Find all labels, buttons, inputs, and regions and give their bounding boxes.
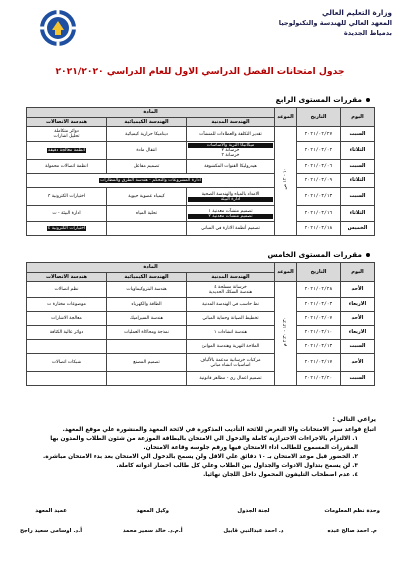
table-row [27,340,375,354]
course-label: الملاحة النهرية وهندسة الموانئ [201,344,260,349]
table-row [27,127,375,142]
col-header-civil: الهندسة المدنية [187,118,275,127]
date-cell: ٢٠٢١/٠٣/١٣ [297,188,341,206]
table-row [27,142,375,160]
civil-cell [187,160,275,174]
course-label: شبكات اتصالات [51,360,82,365]
date-cell: ٢٠٢١/٠٣/١٨ [297,222,341,236]
chemical-cell [107,188,187,206]
signature-role: لجنة الجدول [237,508,270,514]
list-item: ١. الالتزام بالاجراءات الاحترازية كاملة والدخول الي الامتحان بالبطاقة الموزعة من شئون الطلاب والمدون بها المقررات المسموح للطالب اداء الامتحان فيها ورقم جلوسه وقاعة الامتحان. [50,436,358,451]
institute-line: المعهد العالي للهندسة والتكنولوجيا [278,19,392,27]
signature-name: أ.د. اوسامى سعيد راجح [20,528,83,534]
time-cell [275,282,297,386]
day-cell: الخميس [341,222,375,236]
comm-cell [27,188,107,206]
signature-role: وكيل المعهد [136,508,170,514]
table-row [27,326,375,340]
course-label: معالجة الاشارات [51,316,82,321]
col-header-comm: هندسة الاتصالات [27,273,107,282]
chemical-cell [107,142,187,160]
date-cell: ٢٠٢١/٠٣/٠٢ [297,142,341,160]
col-header-date: التاريخ [297,108,341,127]
chemical-cell [107,127,187,142]
civil-cell [187,372,275,386]
level4-heading [276,95,370,104]
chemical-cell [107,298,187,312]
course-label: هندسة انشاءات ١ [213,330,248,335]
chemical-cell [107,206,187,222]
col-header-chemical: الهندسة الكيميائية [107,118,187,127]
date-cell: ٢٠٢١/٠٢/٢٨ [297,282,341,298]
course-label: مركبات خرسانية مدعمة بالألياف [200,357,261,363]
institute-logo-icon [38,8,78,48]
course-label: الامداد بالمياه والهندسة الصحية [201,191,260,197]
col-header-chemical: الهندسة الكيميائية [107,273,187,282]
civil-cell [187,206,275,222]
level5-heading [268,250,371,259]
time-cell [275,127,297,236]
course-label: خرسانة مسلحة ٤ [214,284,247,290]
civil-cell [187,127,275,142]
page-header [8,8,392,56]
time-text: ١٠ - ١٢ ص [282,168,288,190]
time-text: ١٢:٣٠ - ٢:٣٠ م [282,316,288,347]
notes-intro: اتباع قواعد سير الامتحانات والا التعرض للائحة التأديب المذكورة في لائحة المعهد والمنشورة علي موقع المعهد. [62,427,376,433]
date-cell: ٢٠٢١/٠٣/٠٦ [297,160,341,174]
day-cell: السبت [341,127,375,142]
course-label: نظ حاسب في الهندسة المدنية [202,302,259,307]
comm-cell [27,160,107,174]
bullet-icon [366,253,370,257]
civil-cell [187,222,275,236]
course-label: خرسانة ٢ [221,148,240,153]
signature-name: أ.م.د. خالد سمير محمد [122,528,183,534]
chemical-cell [107,326,187,340]
institute-line: بدمياط الجديدة [343,29,392,37]
course-label: اختيارات الكترونية ٣ [47,194,86,199]
course-label: تصميم اعمال ري - مظاهر قانونية [199,376,262,381]
course-label: موضوعات مختارة ت [47,302,86,307]
course-label: اختيارات الكترونية ٤ [47,226,86,231]
table-row [27,174,375,188]
col-header-date: التاريخ [297,263,341,282]
col-header-civil: الهندسة المدنية [187,273,275,282]
date-cell: ٢٠٢١/٠٣/٠٩ [297,174,341,188]
comm-cell [27,298,107,312]
signature-block [123,508,183,534]
comm-cell [27,326,107,340]
course-label: تحليل اشارات [53,134,80,139]
course-label: تصميم المصنع [133,360,160,365]
course-label: تخطيط الصيانة وحماية المباني [202,316,259,321]
date-cell: ٢٠٢١/٠٣/٢٠ [297,372,341,386]
day-cell: السبت [341,160,375,174]
day-cell: السبت [341,372,375,386]
chemical-cell [107,222,187,236]
course-label: هندسة البتروكيماويات [126,287,167,292]
course-label: تحلية المياه [135,211,158,216]
day-cell: الثلاثاء [341,174,375,188]
comm-cell [27,142,107,160]
course-label: خرسانة ٣ [221,153,240,158]
list-item: ٤. عدم اصطحاب التليفون المحمول داخل اللجان نهائيا. [203,472,358,478]
course-label: ادارة المشروعات والتحكم - هندسة الطرق والمطارات [100,178,201,183]
table-row [27,282,375,298]
course-label: الطاقة والكهرباء [131,302,162,307]
comm-cell [27,206,107,222]
civil-cell [187,188,275,206]
notes-section [24,415,376,480]
date-cell: ٢٠٢١/٠٣/١٣ [297,340,341,354]
course-label: اساسيات انشاء مباني [210,362,251,368]
date-cell: ٢٠٢١/٠٣/١٧ [297,354,341,372]
comm-cell [27,282,107,298]
day-cell: السبت [341,188,375,206]
col-header-day: اليوم [341,108,375,127]
date-cell: ٢٠٢١/٠٣/١٦ [297,206,341,222]
table-row [27,160,375,174]
course-label: تصميم منشآت معدنية ١ [208,208,253,214]
signature-block [223,508,283,534]
day-cell: الأحد [341,354,375,372]
signature-name: م. احمد صالح عبده [327,528,377,534]
table-row [27,298,375,312]
course-label: ادارة البيئة [188,197,273,202]
notes-heading: يراعي التالي : [332,416,376,423]
date-cell: ٢٠٢١/٠٣/٠٣ [297,298,341,312]
signature-role: عميد المعهد [35,508,67,514]
day-cell: الثلاثاء [341,206,375,222]
course-label: دوائر متكاملة [54,129,79,134]
course-label: نمذجة ومحاكاة العمليات [124,330,169,335]
comm-cell [27,127,107,142]
chemical-cell [107,282,187,298]
civil-cell [187,142,275,160]
day-cell: الأحد [341,312,375,326]
date-cell: ٢٠٢١/٠٣/١٠ [297,326,341,340]
course-label: تصميم منشآت معدنية ٢ [188,214,273,219]
col-header-comm: هندسة الاتصالات [27,118,107,127]
signature-block [20,508,82,534]
day-cell: الأحد [341,282,375,298]
course-label: هيدروليكا القنوات المكشوفة [204,164,257,169]
day-cell: السبت [341,340,375,354]
table-row [27,372,375,386]
table-row [27,354,375,372]
signature-block [324,508,380,534]
civil-cell [187,298,275,312]
course-label: دوائر عالية الكثافة [49,330,84,335]
table-row [27,188,375,206]
day-cell: الثلاثاء [341,142,375,160]
col-header-time: الموعد [275,263,297,282]
notes-list [24,435,376,480]
col-header-day: اليوم [341,263,375,282]
civil-cell [187,354,275,372]
col-header-time: الموعد [275,108,297,127]
level5-table [26,262,375,386]
comm-cell [27,372,107,386]
day-cell: الاربعاء [341,326,375,340]
table-row [27,222,375,236]
course-label: انظمة اتصالات محمولة [45,164,88,169]
course-label: تصميم أنظمة الانارة في المباني [201,226,260,231]
civil-cell [187,312,275,326]
civil-cell [187,340,275,354]
table-row [27,312,375,326]
course-label: هندسة السكك الحديدية [208,289,253,295]
list-item: ٢. الحضور قبل موعد الامتحان بـ ١٠ دقائق علي الاقل ولن يسمح بالدخول الي الامتحان بعد بدء الامتحان مباشرة. [43,454,358,460]
chemical-cell [107,372,187,386]
chemical-cell [107,354,187,372]
signatures-row [20,508,380,534]
table-row [27,206,375,222]
course-label: ديناميكا حرارية كيميائية [125,131,168,137]
institute-line: وزارة التعليم العالي [321,8,392,17]
bullet-icon [366,98,370,102]
course-label: نظم اتصالات [54,287,79,292]
day-cell: الاربعاء [341,298,375,312]
level4-table [26,107,375,236]
list-item: ٣. لن يسمح بتداول الادوات والجداول بين الطلاب وعلي كل طالب احضار ادواته كاملة. [116,463,358,469]
date-cell: ٢٠٢١/٠٣/٠٧ [297,312,341,326]
civil-cell [187,282,275,298]
comm-cell [27,340,107,354]
comm-cell [27,312,107,326]
merged-subject-cell [27,174,275,188]
course-label: انظمة معالجة دقيقة [48,148,85,153]
col-header-subject: المادة [27,263,275,273]
date-cell: ٢٠٢١/٠٢/٢٧ [297,127,341,142]
level4-heading-text: مقررات المستوى الرابع [275,95,362,104]
course-label: تصميم مفاعل [133,164,160,169]
chemical-cell [107,160,187,174]
course-label: ادارة البيئة - ت [52,211,81,216]
comm-cell [27,222,107,236]
signature-name: د. احمد عبدالنبي قابيل [223,528,284,534]
page-title: جدول امتحانات الفصل الدراسي الاول للعام الدراسي ٢٠٢١/٢٠٢٠ [55,66,345,77]
course-label: ميكانيكا التربة والأساسات [188,143,273,148]
comm-cell [27,354,107,372]
col-header-subject: المادة [27,108,275,118]
civil-cell [187,326,275,340]
course-label: كيمياء عضوية حيوية [128,194,165,199]
chemical-cell [107,312,187,326]
course-label: هندسة السيراميك [130,316,163,321]
chemical-cell [107,340,187,354]
course-label: تقدير التكلفة والعطاءات للمنشآت [199,131,262,137]
course-label: انتقال مادة [136,148,157,153]
signature-role: وحدة نظم المعلومات [324,508,380,514]
level5-heading-text: مقررات المستوى الخامس [267,250,362,259]
